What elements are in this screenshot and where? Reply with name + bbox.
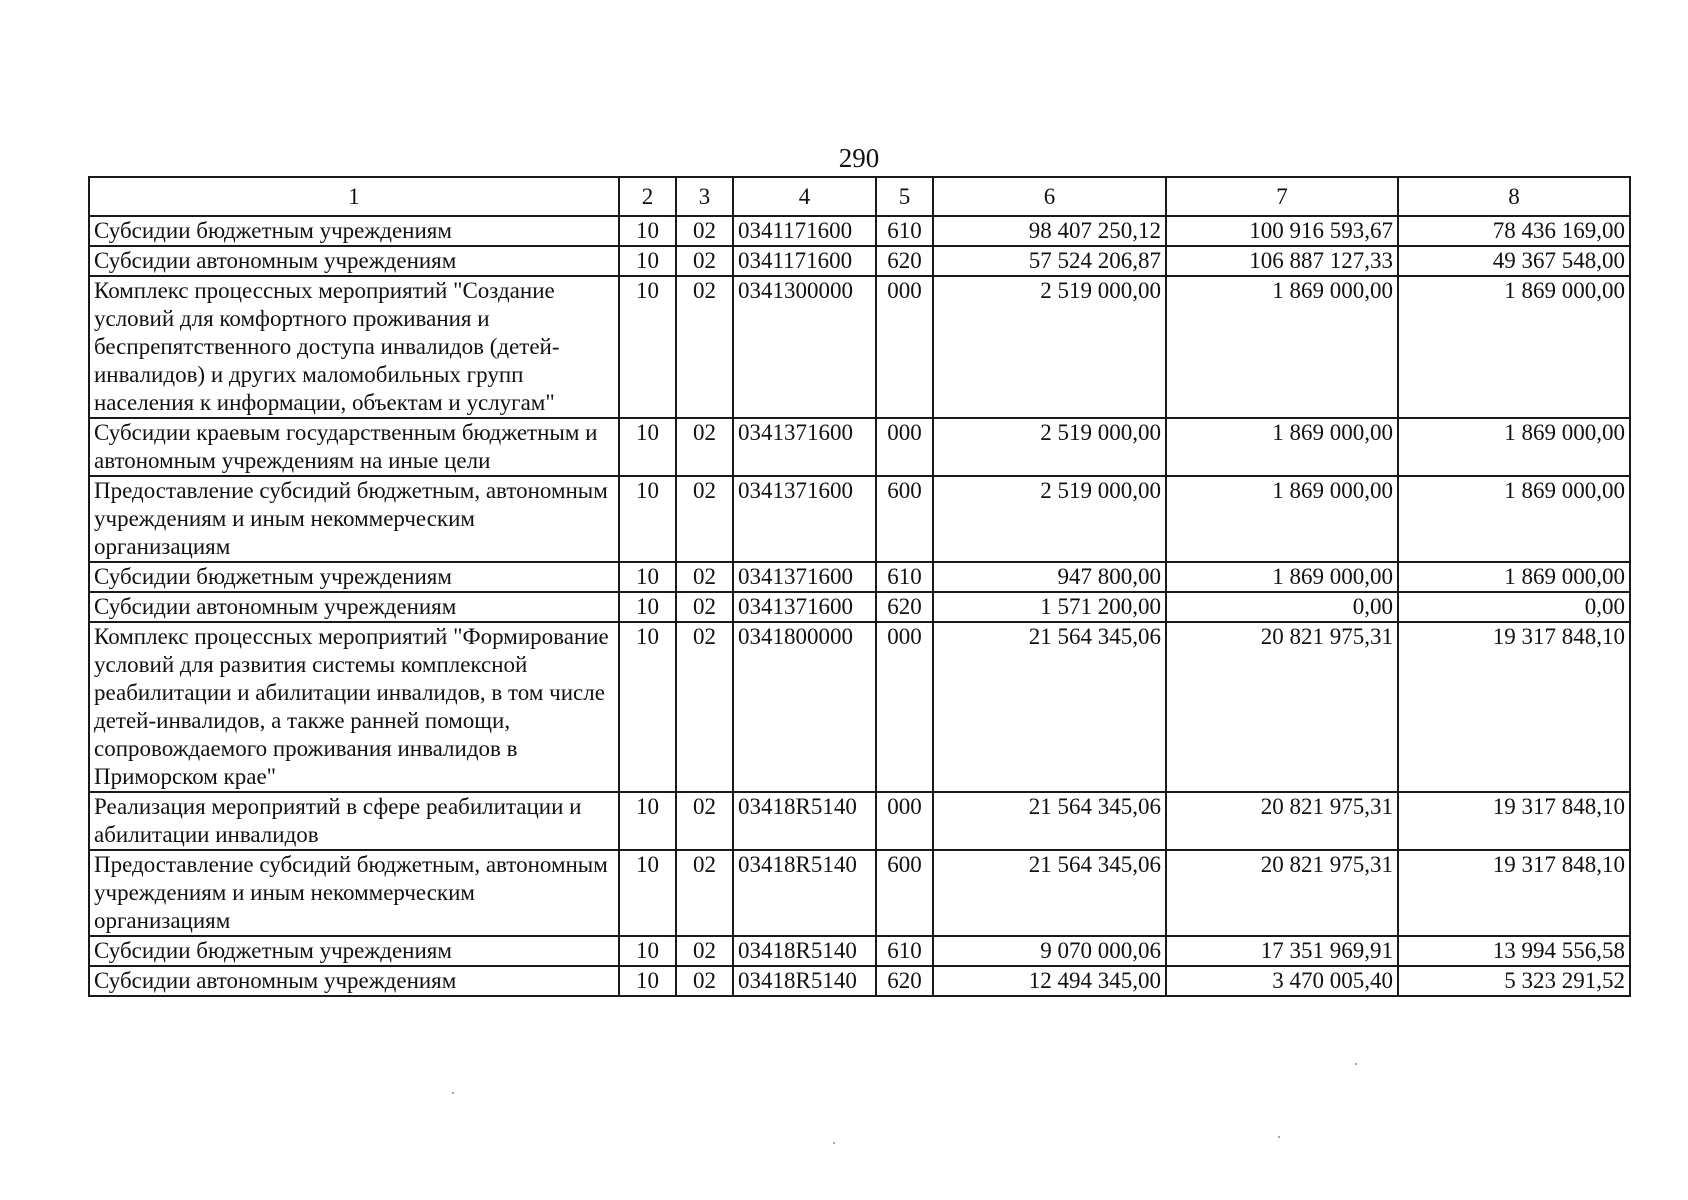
row-target-cell: 0341371600 bbox=[733, 592, 876, 622]
row-name-cell: Субсидии бюджетным учреждениям bbox=[89, 936, 619, 966]
row-section-cell: 10 bbox=[619, 792, 676, 850]
row-value-col7-cell: 20 821 975,31 bbox=[1166, 792, 1398, 850]
table-row bbox=[89, 792, 1630, 850]
row-value-col8-cell: 19 317 848,10 bbox=[1398, 622, 1630, 792]
row-name-cell: Субсидии автономным учреждениям bbox=[89, 246, 619, 276]
row-name-cell: Комплекс процессных мероприятий "Формирование условий для развития системы комплексной реабилитации и абилитации инвалидов, в том числе детей-инвалидов, а также ранней помощи, сопровождаемого проживания инвалидов в Приморском крае" bbox=[89, 622, 619, 792]
row-target-cell: 0341371600 bbox=[733, 562, 876, 592]
row-subsection-cell: 02 bbox=[676, 562, 733, 592]
row-target-cell: 0341300000 bbox=[733, 276, 876, 418]
row-subsection-cell: 02 bbox=[676, 476, 733, 562]
header-col-5: 5 bbox=[876, 177, 933, 216]
table-body bbox=[89, 216, 1630, 996]
row-value-col7-cell: 20 821 975,31 bbox=[1166, 850, 1398, 936]
table-row bbox=[89, 850, 1630, 936]
row-value-col8-cell: 78 436 169,00 bbox=[1398, 216, 1630, 246]
row-value-col7-cell: 0,00 bbox=[1166, 592, 1398, 622]
row-name-cell: Предоставление субсидий бюджетным, автономным учреждениям и иным некоммерческим организациям bbox=[89, 850, 619, 936]
budget-table bbox=[88, 176, 1631, 997]
row-section-cell: 10 bbox=[619, 246, 676, 276]
row-target-cell: 03418R5140 bbox=[733, 850, 876, 936]
row-subsection-cell: 02 bbox=[676, 592, 733, 622]
row-name-cell: Субсидии автономным учреждениям bbox=[89, 592, 619, 622]
row-value-col6-cell: 1 571 200,00 bbox=[933, 592, 1166, 622]
scan-speck bbox=[1355, 1063, 1357, 1065]
row-type-cell: 620 bbox=[876, 246, 933, 276]
row-value-col6-cell: 21 564 345,06 bbox=[933, 622, 1166, 792]
row-subsection-cell: 02 bbox=[676, 966, 733, 996]
row-subsection-cell: 02 bbox=[676, 792, 733, 850]
table-row bbox=[89, 966, 1630, 996]
row-value-col8-cell: 1 869 000,00 bbox=[1398, 276, 1630, 418]
row-value-col8-cell: 5 323 291,52 bbox=[1398, 966, 1630, 996]
row-value-col7-cell: 20 821 975,31 bbox=[1166, 622, 1398, 792]
row-type-cell: 600 bbox=[876, 850, 933, 936]
row-target-cell: 03418R5140 bbox=[733, 966, 876, 996]
row-type-cell: 000 bbox=[876, 418, 933, 476]
row-target-cell: 03418R5140 bbox=[733, 792, 876, 850]
row-section-cell: 10 bbox=[619, 622, 676, 792]
page-number: 290 bbox=[838, 143, 880, 173]
scan-speck bbox=[833, 1142, 835, 1144]
header-col-3: 3 bbox=[676, 177, 733, 216]
table-row bbox=[89, 418, 1630, 476]
row-value-col6-cell: 2 519 000,00 bbox=[933, 476, 1166, 562]
row-value-col7-cell: 106 887 127,33 bbox=[1166, 246, 1398, 276]
row-subsection-cell: 02 bbox=[676, 246, 733, 276]
table-row bbox=[89, 476, 1630, 562]
table-row bbox=[89, 562, 1630, 592]
scan-speck bbox=[1278, 1136, 1280, 1138]
header-col-4: 4 bbox=[733, 177, 876, 216]
row-value-col7-cell: 100 916 593,67 bbox=[1166, 216, 1398, 246]
row-value-col6-cell: 2 519 000,00 bbox=[933, 276, 1166, 418]
row-subsection-cell: 02 bbox=[676, 216, 733, 246]
table-row bbox=[89, 936, 1630, 966]
row-target-cell: 0341171600 bbox=[733, 216, 876, 246]
row-subsection-cell: 02 bbox=[676, 936, 733, 966]
row-name-cell: Субсидии бюджетным учреждениям bbox=[89, 562, 619, 592]
row-name-cell: Субсидии краевым государственным бюджетным и автономным учреждениям на иные цели bbox=[89, 418, 619, 476]
row-value-col6-cell: 21 564 345,06 bbox=[933, 792, 1166, 850]
row-target-cell: 0341371600 bbox=[733, 418, 876, 476]
row-type-cell: 610 bbox=[876, 216, 933, 246]
header-col-7: 7 bbox=[1166, 177, 1398, 216]
row-target-cell: 0341371600 bbox=[733, 476, 876, 562]
row-value-col8-cell: 19 317 848,10 bbox=[1398, 850, 1630, 936]
row-type-cell: 000 bbox=[876, 276, 933, 418]
row-subsection-cell: 02 bbox=[676, 850, 733, 936]
row-value-col8-cell: 0,00 bbox=[1398, 592, 1630, 622]
row-section-cell: 10 bbox=[619, 592, 676, 622]
header-col-6: 6 bbox=[933, 177, 1166, 216]
row-value-col6-cell: 21 564 345,06 bbox=[933, 850, 1166, 936]
row-type-cell: 000 bbox=[876, 622, 933, 792]
row-section-cell: 10 bbox=[619, 418, 676, 476]
row-type-cell: 000 bbox=[876, 792, 933, 850]
row-name-cell: Субсидии автономным учреждениям bbox=[89, 966, 619, 996]
row-subsection-cell: 02 bbox=[676, 622, 733, 792]
row-target-cell: 03418R5140 bbox=[733, 936, 876, 966]
row-value-col7-cell: 1 869 000,00 bbox=[1166, 418, 1398, 476]
header-col-2: 2 bbox=[619, 177, 676, 216]
row-name-cell: Комплекс процессных мероприятий "Создание условий для комфортного проживания и беспрепятственного доступа инвалидов (детей-инвалидов) и других маломобильных групп населения к информации, объектам и услугам" bbox=[89, 276, 619, 418]
table-row bbox=[89, 592, 1630, 622]
row-section-cell: 10 bbox=[619, 476, 676, 562]
row-name-cell: Предоставление субсидий бюджетным, автономным учреждениям и иным некоммерческим организациям bbox=[89, 476, 619, 562]
row-section-cell: 10 bbox=[619, 850, 676, 936]
row-value-col7-cell: 3 470 005,40 bbox=[1166, 966, 1398, 996]
row-name-cell: Субсидии бюджетным учреждениям bbox=[89, 216, 619, 246]
row-subsection-cell: 02 bbox=[676, 276, 733, 418]
row-value-col6-cell: 2 519 000,00 bbox=[933, 418, 1166, 476]
row-value-col6-cell: 12 494 345,00 bbox=[933, 966, 1166, 996]
row-section-cell: 10 bbox=[619, 936, 676, 966]
row-value-col8-cell: 1 869 000,00 bbox=[1398, 418, 1630, 476]
table-row bbox=[89, 216, 1630, 246]
row-value-col6-cell: 947 800,00 bbox=[933, 562, 1166, 592]
row-type-cell: 620 bbox=[876, 966, 933, 996]
row-target-cell: 0341171600 bbox=[733, 246, 876, 276]
row-value-col8-cell: 1 869 000,00 bbox=[1398, 562, 1630, 592]
row-subsection-cell: 02 bbox=[676, 418, 733, 476]
row-value-col6-cell: 98 407 250,12 bbox=[933, 216, 1166, 246]
header-row bbox=[89, 177, 1630, 216]
row-value-col8-cell: 49 367 548,00 bbox=[1398, 246, 1630, 276]
row-name-cell: Реализация мероприятий в сфере реабилитации и абилитации инвалидов bbox=[89, 792, 619, 850]
row-value-col8-cell: 19 317 848,10 bbox=[1398, 792, 1630, 850]
row-value-col6-cell: 9 070 000,06 bbox=[933, 936, 1166, 966]
row-type-cell: 600 bbox=[876, 476, 933, 562]
row-value-col6-cell: 57 524 206,87 bbox=[933, 246, 1166, 276]
header-col-1: 1 bbox=[89, 177, 619, 216]
row-value-col7-cell: 1 869 000,00 bbox=[1166, 562, 1398, 592]
table-row bbox=[89, 622, 1630, 792]
row-type-cell: 610 bbox=[876, 562, 933, 592]
row-section-cell: 10 bbox=[619, 966, 676, 996]
row-section-cell: 10 bbox=[619, 562, 676, 592]
table-row bbox=[89, 276, 1630, 418]
row-section-cell: 10 bbox=[619, 276, 676, 418]
table-row bbox=[89, 246, 1630, 276]
row-value-col7-cell: 1 869 000,00 bbox=[1166, 476, 1398, 562]
header-col-8: 8 bbox=[1398, 177, 1630, 216]
row-target-cell: 0341800000 bbox=[733, 622, 876, 792]
row-value-col7-cell: 17 351 969,91 bbox=[1166, 936, 1398, 966]
row-value-col7-cell: 1 869 000,00 bbox=[1166, 276, 1398, 418]
row-value-col8-cell: 13 994 556,58 bbox=[1398, 936, 1630, 966]
row-type-cell: 620 bbox=[876, 592, 933, 622]
row-type-cell: 610 bbox=[876, 936, 933, 966]
row-value-col8-cell: 1 869 000,00 bbox=[1398, 476, 1630, 562]
row-section-cell: 10 bbox=[619, 216, 676, 246]
scan-speck bbox=[452, 1092, 454, 1094]
